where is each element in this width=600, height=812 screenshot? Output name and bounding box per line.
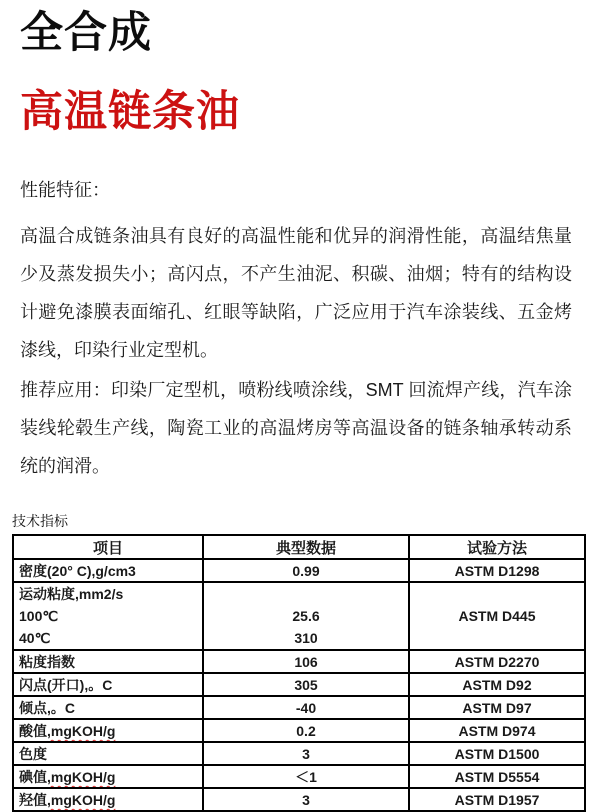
product-title: 高温链条油: [20, 87, 240, 136]
spec-item-label: 色度: [19, 745, 47, 762]
spec-item-label-misspell-underline: ,mgKOH/g: [47, 768, 116, 785]
spec-item-label: 粘度指数: [19, 653, 75, 670]
features-paragraph: 高温合成链条油具有良好的高温性能和优异的润滑性能，高温结焦量少及蒸发损失小；高闪点，不产生油泥、积碳、油烟；特有的结构设计避免漆膜表面缩孔、红眼等缺陷，广泛应用于汽车涂装线、五金烤漆线，印染行业定型机。: [20, 226, 572, 361]
spec-value: 3: [203, 788, 409, 811]
spec-method: ASTM D92: [409, 673, 585, 696]
spec-value: 310: [294, 630, 318, 647]
spec-method: ASTM D97: [409, 696, 585, 719]
spec-value: [206, 583, 406, 605]
spec-value: 25.6: [292, 608, 320, 625]
spec-row-flash-point: [13, 673, 585, 696]
spec-row-color: [13, 742, 585, 765]
spec-method: ASTM D1500: [409, 742, 585, 765]
spec-item-label-misspell-underline: ,mgKOH/g: [47, 722, 116, 739]
spec-item-label: 倾点,。C: [19, 699, 75, 716]
spec-method: ASTM D974: [409, 719, 585, 742]
spec-item-label: 闪点(开口),。C: [19, 676, 113, 693]
specs-header-row: [13, 535, 585, 559]
spec-row-density: [13, 559, 585, 582]
spec-item-label: 100℃: [19, 608, 59, 625]
spec-value: 106: [203, 650, 409, 673]
series-title: 全合成: [20, 9, 152, 57]
spec-row-viscosity: [13, 582, 585, 650]
spec-value: ＜1: [203, 765, 409, 788]
applications-paragraph: 推荐应用：印染厂定型机，喷粉线喷涂线，SMT 回流焊产线，汽车涂装线轮毂生产线，陶瓷工业的高温烤房等高温设备的链条轴承转动系统的润滑。: [20, 380, 572, 477]
spec-method: ASTM D1957: [409, 788, 585, 811]
spec-item-label: 酸值: [19, 722, 47, 739]
spec-item-label-misspell-underline: ,mgKOH/g: [47, 791, 116, 808]
spec-value: 3: [203, 742, 409, 765]
specs-caption: 技术指标: [12, 513, 68, 530]
spec-row-acid-value: [13, 719, 585, 742]
spec-value: 0.2: [203, 719, 409, 742]
col-header-item: 项目: [13, 535, 203, 559]
features-heading: 性能特征：: [20, 180, 110, 201]
specs-table: [12, 534, 586, 812]
spec-row-iodine-value: [13, 765, 585, 788]
spec-item-label: 运动粘度,mm2/s: [19, 586, 124, 603]
spec-value: 0.99: [203, 559, 409, 582]
spec-method: ASTM D2270: [409, 650, 585, 673]
spec-row-pour-point: [13, 696, 585, 719]
spec-item-label: 羟值: [19, 791, 47, 808]
col-header-typical: 典型数据: [203, 535, 409, 559]
spec-row-viscosity-index: [13, 650, 585, 673]
spec-item-label: 40℃: [19, 630, 51, 647]
spec-method: ASTM D1298: [409, 559, 585, 582]
spec-item-label: 密度(20° C),g/cm3: [19, 562, 136, 579]
col-header-method: 试验方法: [409, 535, 585, 559]
spec-method: ASTM D5554: [409, 765, 585, 788]
spec-value: -40: [203, 696, 409, 719]
spec-method: ASTM D445: [409, 582, 585, 650]
spec-value: 305: [203, 673, 409, 696]
spec-item-label: 碘值: [19, 768, 47, 785]
